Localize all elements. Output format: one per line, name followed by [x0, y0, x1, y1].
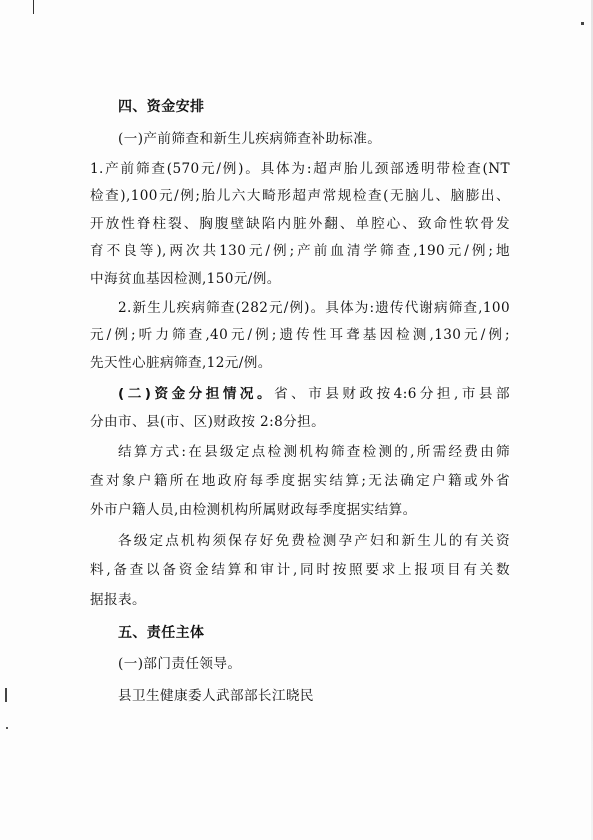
paragraph-line: 各级定点机构须保存好免费检测孕产妇和新生儿的有关资: [118, 533, 510, 549]
paragraph-line: 1.产前筛查(570元/例)。具体为:超声胎儿颈部透明带检查(NT: [90, 161, 510, 177]
scan-artifact: [581, 22, 584, 25]
paragraph-line: 外市户籍人员,由检测机构所属财政每季度据实结算。: [90, 502, 417, 518]
section-heading-responsibility: 五、责任主体: [118, 625, 205, 641]
paragraph-line-cost-sharing: [118, 384, 510, 404]
cost-sharing-text: 省、市县财政按4:6分担,市县部: [274, 386, 510, 402]
scan-artifact: [33, 0, 34, 14]
scan-artifact: [5, 688, 7, 702]
paragraph-line: 中海贫血基因检测,150元/例。: [90, 271, 281, 287]
paragraph-line: 元/例;听力筛查,40元/例;遗传性耳聋基因检测,130元/例;: [90, 327, 510, 343]
paragraph-line: 分由市、县(市、区)财政按 2:8分担。: [90, 414, 326, 430]
section-heading-funding: 四、资金安排: [118, 99, 205, 115]
subheading-department-leader: (一)部门责任领导。: [118, 656, 242, 672]
paragraph-line: 据报表。: [90, 592, 146, 608]
paragraph-line: 检查),100元/例;胎儿六大畸形超声常规检查(无脑儿、脑膨出、: [90, 188, 510, 204]
paragraph-line: 查对象户籍所在地政府每季度据实结算;无法确定户籍或外省: [90, 473, 510, 489]
paragraph-line: 开放性脊柱裂、胸腹壁缺陷内脏外翻、单腔心、致命性软骨发: [90, 216, 510, 232]
paragraph-line: 育不良等),两次共130元/例;产前血清学筛查,190元/例;地: [90, 243, 510, 259]
paragraph-line: 结算方式:在县级定点检测机构筛查检测的,所需经费由筛: [118, 444, 510, 460]
paragraph-line: 2.新生儿疾病筛查(282元/例)。具体为:遗传代谢病筛查,100: [118, 300, 510, 316]
paragraph-line: 料,备查以备资金结算和审计,同时按照要求上报项目有关数: [90, 562, 510, 578]
subheading-subsidy-standard: (一)产前筛查和新生儿疾病筛查补助标准。: [118, 131, 382, 147]
paragraph-line: 先天性心脏病筛查,12元/例。: [90, 355, 272, 371]
scan-artifact: [6, 727, 8, 729]
paragraph-line: 县卫生健康委人武部部长江晓民: [118, 688, 314, 704]
subheading-cost-sharing: (二)资金分担情况。: [118, 386, 275, 402]
